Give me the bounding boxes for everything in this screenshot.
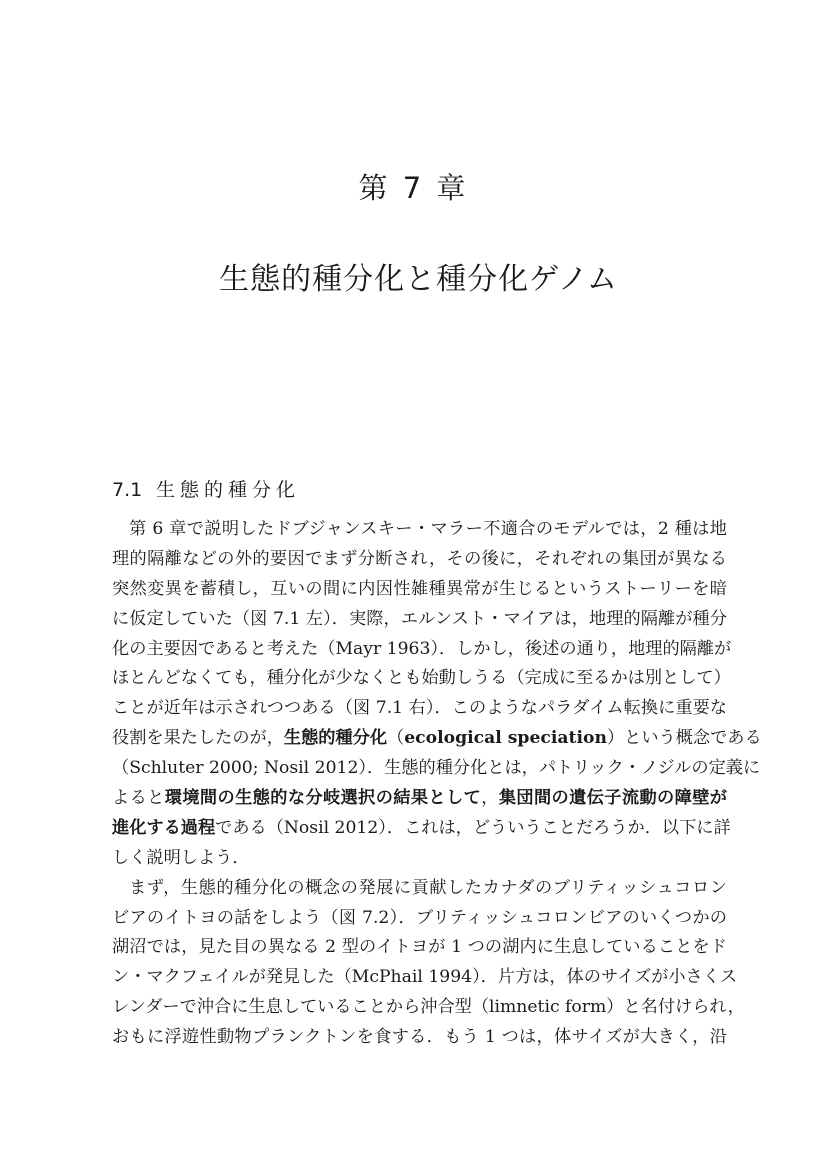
text-line: 理的隔離などの外的要因でまず分断され，その後に，それぞれの集団が異なる <box>112 548 727 569</box>
text-line: まず，生態的種分化の概念の発展に貢献したカナダのブリティッシュコロン <box>129 877 727 898</box>
definition-emphasis-1: 環境間の生態的な分岐選択の結果として <box>164 788 482 809</box>
body-text <box>112 515 762 1053</box>
section-title: 生態的種分化 <box>156 479 301 501</box>
text-line: 第 6 章で説明したドブジャンスキー・マラー不適合のモデルでは，2 種は地 <box>129 519 727 539</box>
chapter-title: 生態的種分化と種分化ゲノム <box>219 262 618 297</box>
text-line: に仮定していた（図 7.1 左）．実際，エルンスト・マイアは，地理的隔離が種分 <box>112 608 727 629</box>
term-ecological-speciation-ja: 生態的種分化 <box>283 728 388 749</box>
text-line: 化の主要因であると考えた（Mayr 1963）．しかし，後述の通り，地理的隔離が <box>112 638 732 659</box>
definition-emphasis-2: 集団間の遺伝子流動の障壁が <box>498 788 727 809</box>
text-line: おもに浮遊性動物プランクトンを食する．もう 1 つは，体サイズが大きく，沿 <box>112 1027 727 1048</box>
text-line: レンダーで沖合に生息していることから沖合型（limnetic form）と名付けられ， <box>112 997 745 1018</box>
text-line: 突然変異を蓄積し，互いの間に内因性雑種異常が生じるというストーリーを暗 <box>112 578 727 599</box>
text-line: ほとんどなくても，種分化が少なくとも始動しうる（完成に至るかは別として） <box>112 668 731 689</box>
text-line: よると環境間の生態的な分岐選択の結果として，集団間の遺伝子流動の障壁が <box>112 788 727 809</box>
text-line: 進化する過程である（Nosil 2012）．これは，どういうことだろうか．以下に詳 <box>112 817 731 838</box>
definition-emphasis-3: 進化する過程 <box>112 817 216 838</box>
term-ecological-speciation-en: ecological speciation <box>404 728 607 749</box>
text-line: ビアのイトヨの話をしよう（図 7.2）．ブリティッシュコロンビアのいくつかの <box>112 907 727 928</box>
text-line: しく説明しよう． <box>112 847 250 868</box>
chapter-number: 第 7 章 <box>358 171 469 205</box>
section-heading <box>112 476 300 504</box>
text-line: ン・マクフェイルが発見した（McPhail 1994）．片方は，体のサイズが小さくス <box>112 967 738 988</box>
text-line: 湖沼では，見た目の異なる 2 型のイトヨが 1 つの湖内に生息していることをド <box>112 937 727 958</box>
text-line: ことが近年は示されつつある（図 7.1 右）．このようなパラダイム転換に重要な <box>112 698 727 719</box>
text-line: 役割を果たしたのが，生態的種分化（ecological speciation）という概念である <box>112 728 762 749</box>
text-line: （Schluter 2000; Nosil 2012）．生態的種分化とは，パトリック・ノジルの定義に <box>112 758 761 779</box>
section-number: 7.1 <box>112 479 143 501</box>
